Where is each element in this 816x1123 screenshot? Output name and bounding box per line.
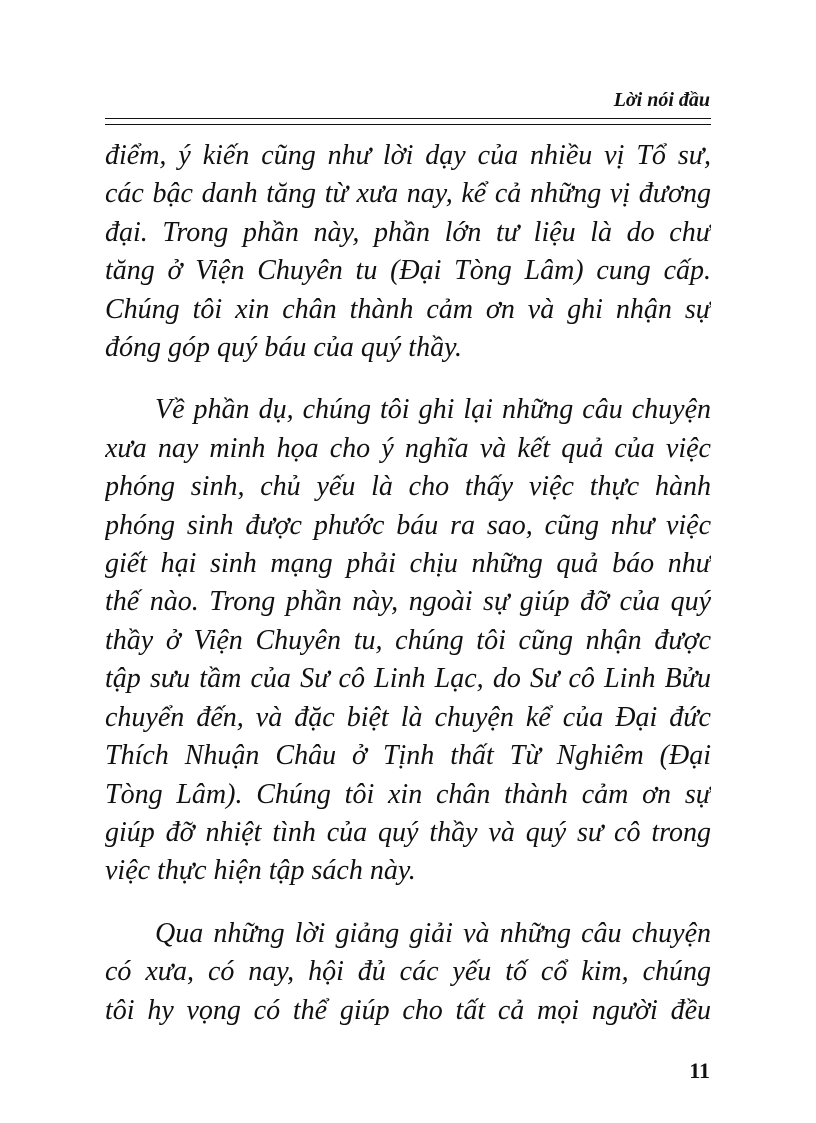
text-line: phóng sinh được phước báu ra sao, cũng như việc xyxy=(105,509,711,541)
paragraph-1 xyxy=(105,137,711,367)
text-line: Qua những lời giảng giải và những câu chuyện xyxy=(155,917,711,949)
text-line: tăng ở Viện Chuyên tu (Đại Tòng Lâm) cung cấp. xyxy=(105,255,711,287)
paragraph-3 xyxy=(105,915,711,1030)
text-line: có xưa, có nay, hội đủ các yếu tố cổ kim, chúng xyxy=(105,956,711,988)
text-line: Chúng tôi xin chân thành cảm ơn và ghi nhận sự xyxy=(105,293,711,325)
text-line: phóng sinh, chủ yếu là cho thấy việc thực hành xyxy=(105,471,711,503)
text-line: đóng góp quý báu của quý thầy. xyxy=(105,332,462,364)
text-line: xưa nay minh họa cho ý nghĩa và kết quả của việc xyxy=(105,432,711,464)
text-line: chuyển đến, và đặc biệt là chuyện kể của Đại đức xyxy=(105,701,711,733)
text-line: Tòng Lâm). Chúng tôi xin chân thành cảm ơn sự xyxy=(105,778,711,810)
header-rule-bottom xyxy=(105,124,711,125)
text-line: đại. Trong phần này, phần lớn tư liệu là do chư xyxy=(105,216,711,248)
running-head-title: Lời nói đầu xyxy=(613,89,710,111)
text-line: giúp đỡ nhiệt tình của quý thầy và quý sư cô trong xyxy=(105,816,711,848)
body-text xyxy=(105,137,711,1030)
text-line: việc thực hiện tập sách này. xyxy=(105,855,416,887)
text-line: các bậc danh tăng từ xưa nay, kể cả những vị đương xyxy=(105,178,711,210)
text-line: thầy ở Viện Chuyên tu, chúng tôi cũng nhận được xyxy=(105,624,711,656)
text-line: Thích Nhuận Châu ở Tịnh thất Từ Nghiêm (Đại xyxy=(105,740,711,772)
paragraph-2 xyxy=(105,391,711,890)
text-line: Về phần dụ, chúng tôi ghi lại những câu chuyện xyxy=(155,394,711,426)
text-line: tôi hy vọng có thể giúp cho tất cả mọi người đều xyxy=(105,994,711,1026)
header-rule-top xyxy=(105,118,711,119)
text-line: điểm, ý kiến cũng như lời dạy của nhiều vị Tổ sư, xyxy=(105,140,711,171)
text-line: giết hại sinh mạng phải chịu những quả báo như xyxy=(105,548,711,580)
text-line: thế nào. Trong phần này, ngoài sự giúp đỡ của quý xyxy=(105,586,711,618)
page-number: 11 xyxy=(689,1058,710,1083)
text-line: tập sưu tầm của Sư cô Linh Lạc, do Sư cô Linh Bửu xyxy=(105,663,711,695)
